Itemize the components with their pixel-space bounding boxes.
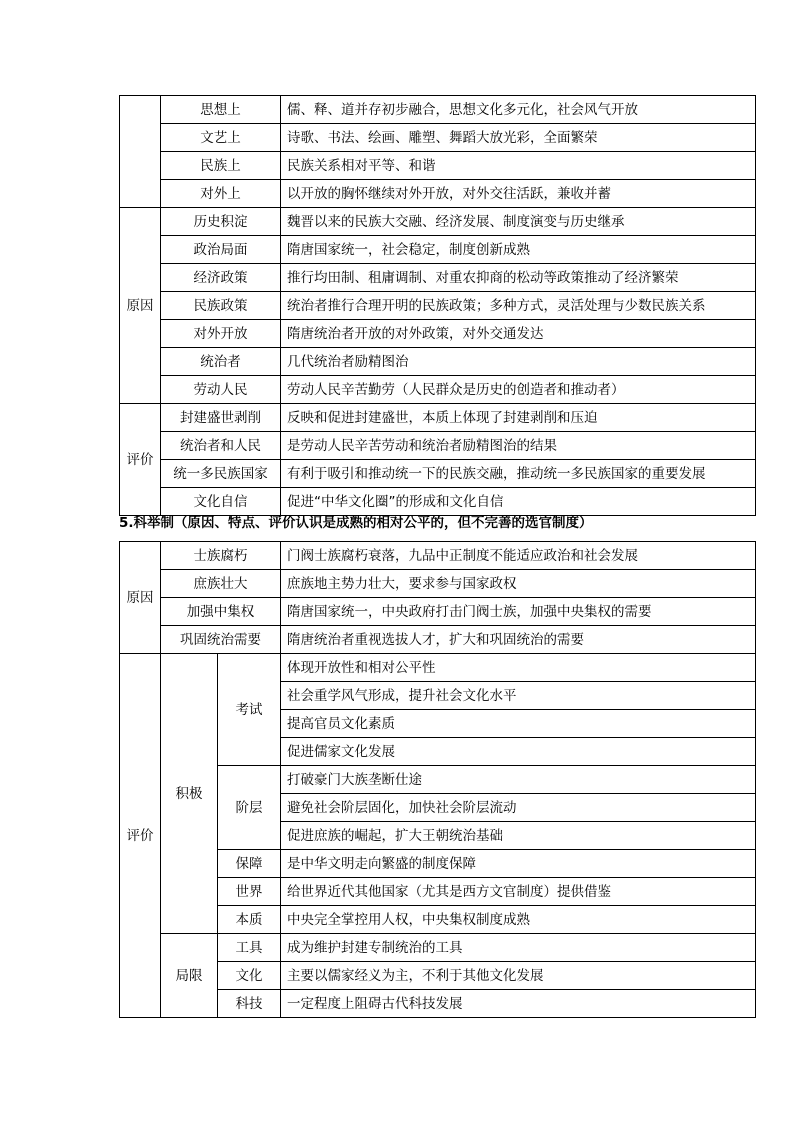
table-row <box>120 348 756 376</box>
table-row <box>120 180 756 208</box>
row-desc: 几代统治者励精图治 <box>281 348 756 376</box>
table-row <box>120 152 756 180</box>
row-desc: 民族关系相对平等、和谐 <box>281 152 756 180</box>
row-label: 文化自信 <box>161 488 281 516</box>
row-label: 士族腐朽 <box>161 542 281 570</box>
culture-table <box>119 95 756 516</box>
row-label: 世界 <box>218 878 281 906</box>
exam-category: 考试 <box>218 654 281 766</box>
row-desc: 劳动人民辛苦勤劳（人民群众是历史的创造者和推动者） <box>281 376 756 404</box>
row-desc: 门阀士族腐朽衰落，九品中正制度不能适应政治和社会发展 <box>281 542 756 570</box>
row-label: 政治局面 <box>161 236 281 264</box>
row-desc: 促进儒家文化发展 <box>281 738 756 766</box>
row-label: 民族上 <box>161 152 281 180</box>
category-cell-empty <box>120 96 161 208</box>
row-label: 统治者和人民 <box>161 432 281 460</box>
table-row <box>120 598 756 626</box>
row-label: 思想上 <box>161 96 281 124</box>
row-label: 文艺上 <box>161 124 281 152</box>
row-desc: 隋唐统治者重视选拔人才，扩大和巩固统治的需要 <box>281 626 756 654</box>
row-desc: 是劳动人民辛苦劳动和统治者励精图治的结果 <box>281 432 756 460</box>
table-row <box>120 542 756 570</box>
row-label: 统治者 <box>161 348 281 376</box>
table-row <box>120 570 756 598</box>
table-row <box>120 376 756 404</box>
row-desc: 中央完全掌控用人权，中央集权制度成熟 <box>281 906 756 934</box>
row-desc: 促进庶族的崛起，扩大王朝统治基础 <box>281 822 756 850</box>
row-label: 庶族壮大 <box>161 570 281 598</box>
row-label: 劳动人民 <box>161 376 281 404</box>
table-row <box>120 460 756 488</box>
table-row <box>120 626 756 654</box>
limit-category: 局限 <box>161 934 218 1018</box>
row-desc: 避免社会阶层固化，加快社会阶层流动 <box>281 794 756 822</box>
row-desc: 社会重学风气形成，提升社会文化水平 <box>281 682 756 710</box>
row-desc: 隋唐国家统一，社会稳定，制度创新成熟 <box>281 236 756 264</box>
table-row <box>120 236 756 264</box>
table-row <box>120 96 756 124</box>
row-desc: 提高官员文化素质 <box>281 710 756 738</box>
row-desc: 庶族地主势力壮大，要求参与国家政权 <box>281 570 756 598</box>
row-label: 本质 <box>218 906 281 934</box>
row-desc: 以开放的胸怀继续对外开放，对外交往活跃，兼收并蓄 <box>281 180 756 208</box>
table-row <box>120 488 756 516</box>
row-label: 工具 <box>218 934 281 962</box>
table-row <box>120 208 756 236</box>
row-desc: 魏晋以来的民族大交融、经济发展、制度演变与历史继承 <box>281 208 756 236</box>
row-desc: 主要以儒家经义为主，不利于其他文化发展 <box>281 962 756 990</box>
row-label: 巩固统治需要 <box>161 626 281 654</box>
eval-category: 评价 <box>120 654 161 1018</box>
row-desc: 诗歌、书法、绘画、雕塑、舞蹈大放光彩，全面繁荣 <box>281 124 756 152</box>
keju-table <box>119 541 756 1018</box>
row-label: 封建盛世剥削 <box>161 404 281 432</box>
reason-category: 原因 <box>120 542 161 654</box>
row-label: 对外上 <box>161 180 281 208</box>
table-row <box>120 264 756 292</box>
row-label: 对外开放 <box>161 320 281 348</box>
row-label: 文化 <box>218 962 281 990</box>
row-desc: 成为维护封建专制统治的工具 <box>281 934 756 962</box>
table-row <box>120 320 756 348</box>
row-label: 科技 <box>218 990 281 1018</box>
row-desc: 体现开放性和相对公平性 <box>281 654 756 682</box>
row-desc: 有利于吸引和推动统一下的民族交融，推动统一多民族国家的重要发展 <box>281 460 756 488</box>
row-desc: 给世界近代其他国家（尤其是西方文官制度）提供借鉴 <box>281 878 756 906</box>
table-row <box>120 654 756 682</box>
class-category: 阶层 <box>218 766 281 850</box>
row-desc: 打破豪门大族垄断仕途 <box>281 766 756 794</box>
row-label: 保障 <box>218 850 281 878</box>
table-row <box>120 404 756 432</box>
positive-category: 积极 <box>161 654 218 934</box>
row-desc: 是中华文明走向繁盛的制度保障 <box>281 850 756 878</box>
table-row <box>120 124 756 152</box>
table-row <box>120 934 756 962</box>
row-label: 历史积淀 <box>161 208 281 236</box>
section-heading: 5.科举制（原因、特点、评价认识是成熟的相对公平的，但不完善的选官制度） <box>119 515 593 531</box>
row-desc: 推行均田制、租庸调制、对重农抑商的松动等政策推动了经济繁荣 <box>281 264 756 292</box>
row-label: 统一多民族国家 <box>161 460 281 488</box>
row-desc: 一定程度上阻碍古代科技发展 <box>281 990 756 1018</box>
row-label: 经济政策 <box>161 264 281 292</box>
row-desc: 促进“中华文化圈”的形成和文化自信 <box>281 488 756 516</box>
row-desc: 隋唐国家统一，中央政府打击门阀士族，加强中央集权的需要 <box>281 598 756 626</box>
row-desc: 反映和促进封建盛世，本质上体现了封建剥削和压迫 <box>281 404 756 432</box>
eval-category: 评价 <box>120 404 161 516</box>
row-label: 加强中集权 <box>161 598 281 626</box>
row-desc: 儒、释、道并存初步融合，思想文化多元化，社会风气开放 <box>281 96 756 124</box>
table-row <box>120 292 756 320</box>
row-desc: 统治者推行合理开明的民族政策；多种方式，灵活处理与少数民族关系 <box>281 292 756 320</box>
table-row <box>120 432 756 460</box>
reason-category: 原因 <box>120 208 161 404</box>
row-desc: 隋唐统治者开放的对外政策，对外交通发达 <box>281 320 756 348</box>
row-label: 民族政策 <box>161 292 281 320</box>
